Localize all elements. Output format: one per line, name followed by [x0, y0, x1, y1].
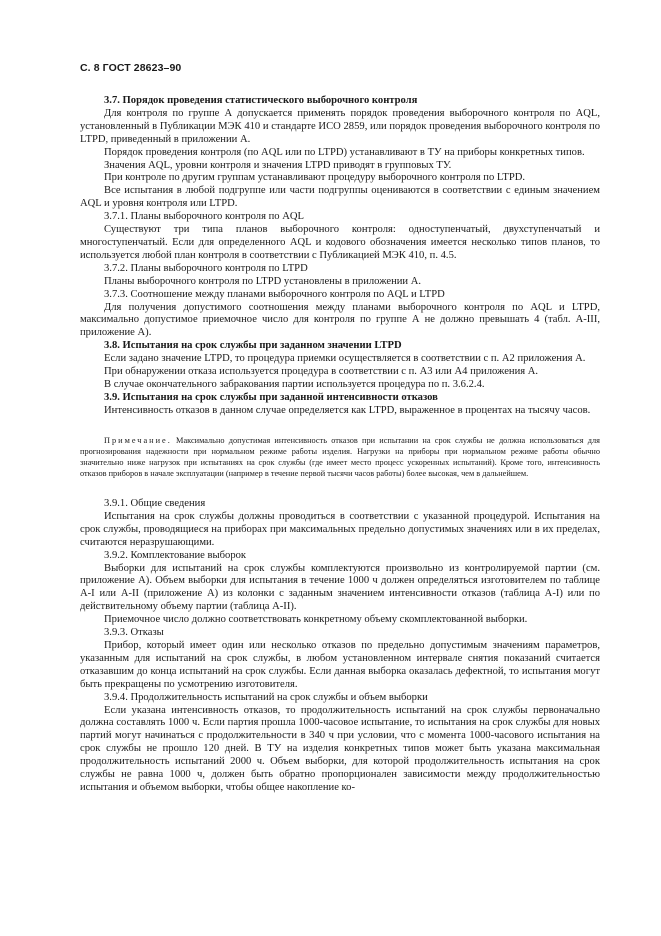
note-block	[80, 435, 600, 479]
paragraph-s393: 3.9.3. Отказы	[104, 627, 164, 639]
note-text: Максимально допустимая интенсивность отказов при испытании на срок службы не должна использоваться для прогнозирования надежности при нормальном режиме работы изделия. Нагрузки на приборы при нормальном режиме работы обычно значительно ниже нагрузок при испытаниях на срок службы (где имеет место процесс ускоренных испытаний). Кроме того, интенсивность отказов приборов в начале эксплуатации (например в течение первой тысячи часов работы) более высокая, чем в дальнейшем.	[80, 435, 600, 478]
paragraph-q4: Прибор, который имеет один или несколько отказов по предельно допустимым значениям параметров, указанным для испытаний на срок службы, в любом установленном интервале снятия показаний считается отказавшим до конца испытаний на срок службы. Если данная выборка оказалась дефектной, то испытания могут быть прекращены по усмотрению изготовителя.	[80, 640, 600, 690]
paragraph-p1: Для контроля по группе А допускается применять порядок проведения выборочного контроля по AQL, установленный в Публикации МЭК 410 и стандарте ИСО 2859, или порядок проведения выборочного контроля по LTPD, приведенный в приложении А.	[80, 107, 600, 145]
note-label: Примечание.	[104, 435, 172, 445]
paragraph-s371: 3.7.1. Планы выборочного контроля по AQL	[104, 211, 304, 223]
paragraph-q5: Если указана интенсивность отказов, то продолжительность испытаний на срок службы первоначально должна составлять 1000 ч. Если партия прошла 1000-часовое испытание, то испытания на срок службы для новых партий могут начинаться с продолжительности в 340 ч при условии, что с момента 1000-часового испытания на срок службы не прошло 120 дней. В ТУ на изделия конкретных типов может быть указана максимальная продолжительность испытаний 2000 ч. Объем выборки, для которой продолжительность испытания на срок службы не равна 1000 ч, должен быть обратно пропорционален зависимости между продолжительностью испытания и объемом выборки, чтобы общее накопление ко-	[80, 704, 600, 793]
section-3-9-subsections	[80, 498, 600, 795]
paragraph-p3: Значения AQL, уровни контроля и значения LTPD приводят в групповых ТУ.	[104, 159, 452, 171]
paragraph-s38: 3.8. Испытания на срок службы при заданном значении LTPD	[104, 340, 402, 352]
paragraph-s373: 3.7.3. Соотношение между планами выборочного контроля по AQL и LTPD	[104, 288, 445, 300]
paragraph-p7: Планы выборочного контроля по LTPD установлены в приложении А.	[104, 275, 422, 287]
paragraph-q2: Выборки для испытаний на срок службы комплектуются произвольно из контролируемой партии (см. приложение А). Объем выборки для испытания в течение 1000 ч должен определяться изготовителем по таблице A-I или A-II (приложение А) из колонки с заданным значением интенсивности отказов (таблица A-I) или по действительному объему партии (таблица A-II).	[80, 562, 600, 613]
paragraph-s394: 3.9.4. Продолжительность испытаний на срок службы и объем выборки	[104, 691, 428, 703]
paragraph-p12: Интенсивность отказов в данном случае определяется как LTPD, выраженное в процентах на тысячу часов.	[104, 404, 591, 416]
paragraph-s372: 3.7.2. Планы выборочного контроля по LTPD	[104, 262, 308, 274]
paragraph-s391: 3.9.1. Общие сведения	[104, 498, 206, 510]
paragraph-p9: Если задано значение LTPD, то процедура приемки осуществляется в соответствии с п. А2 приложения А.	[104, 353, 586, 365]
page-body	[80, 95, 600, 795]
paragraph-p4: При контроле по другим группам устанавливают процедуру выборочного контроля по LTPD.	[104, 172, 526, 184]
page-header: С. 8 ГОСТ 28623–90	[80, 62, 182, 74]
paragraph-p2: Порядок проведения контроля (по AQL или по LTPD) устанавливают в ТУ на приборы конкретных типов.	[104, 146, 585, 158]
paragraph-p10: При обнаружении отказа используется процедура в соответствии с п. А3 или А4 приложения А.	[104, 366, 539, 378]
paragraph-p6: Существуют три типа планов выборочного контроля: одноступенчатый, двухступенчатый и многоступенчатый. Если для определенного AQL и кодового обозначения имеется несколько типов планов, то используется любой план контроля в соответствии с Публикацией МЭК 410, п. 4.5.	[80, 224, 600, 261]
paragraph-q1: Испытания на срок службы должны проводиться в соответствии с указанной процедурой. Испытания на срок службы, проводящиеся на приборах при максимальных предельно допустимых значениях или в их пределах, считаются неразрушающими.	[80, 510, 600, 548]
paragraph-s37: 3.7. Порядок проведения статистического выборочного контроля	[104, 95, 418, 106]
paragraph-s39: 3.9. Испытания на срок службы при заданной интенсивности отказов	[104, 391, 438, 403]
paragraph-s392: 3.9.2. Комплектование выборок	[104, 549, 247, 561]
section-3-7-to-3-9	[80, 95, 600, 418]
paragraph-p8: Для получения допустимого соотношения между планами выборочного контроля по AQL и LTPD, максимально допустимое приемочное число для контроля по группе А не должно превышать 4 (табл. A-III, приложение А).	[80, 301, 600, 339]
paragraph-q3: Приемочное число должно соответствовать конкретному объему скомплектованной выборки.	[104, 614, 528, 626]
paragraph-p5: Все испытания в любой подгруппе или части подгруппы оцениваются в соответствии с единым значением AQL и уровня контроля или LTPD.	[80, 185, 600, 210]
paragraph-p11: В случае окончательного забракования партии используется процедура по п. 3.6.2.4.	[104, 378, 485, 390]
